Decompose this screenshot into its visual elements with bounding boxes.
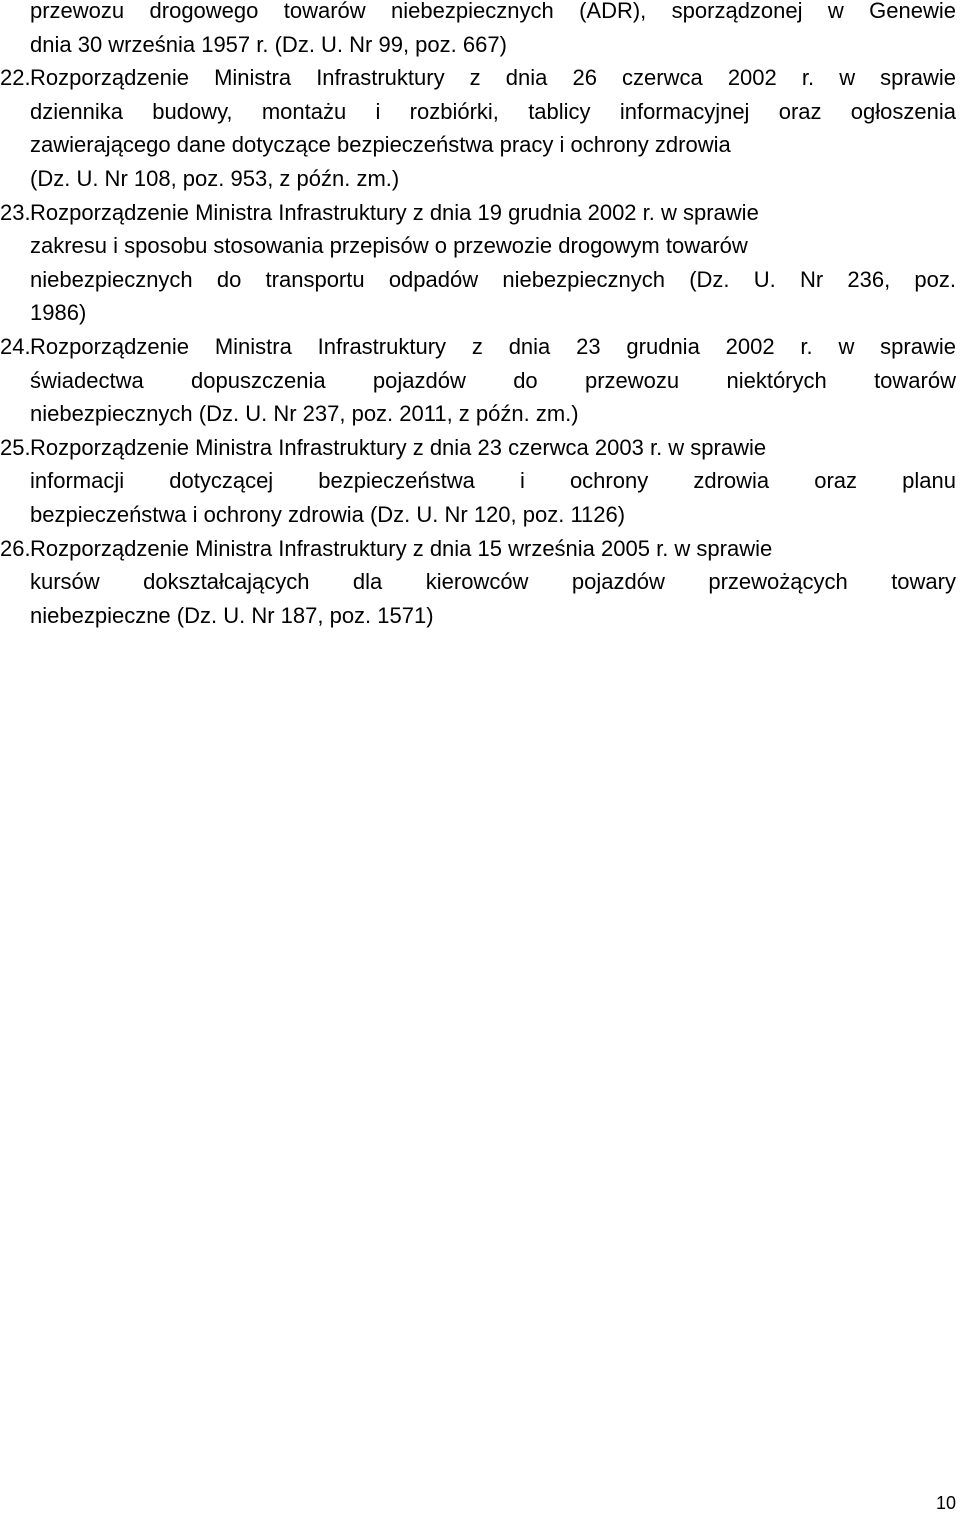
list-item-line: Rozporządzenie Ministra Infrastruktury z dnia 26 czerwca 2002 r. w sprawie: [30, 65, 956, 91]
list-item-line: Rozporządzenie Ministra Infrastruktury z dnia 15 września 2005 r. w sprawie: [30, 535, 773, 561]
list-item-number: 25.: [0, 434, 31, 460]
list-item-continuation: [30, 0, 956, 61]
list-item-line: kursów dokształcających dla kierowców pojazdów przewożących towary: [30, 569, 956, 595]
regulations-list: [0, 0, 956, 632]
list-item-25: [0, 431, 956, 532]
list-item-22: [0, 61, 956, 195]
list-item-line: bezpieczeństwa i ochrony zdrowia (Dz. U. Nr 120, poz. 1126): [30, 501, 626, 527]
list-item-number: 24.: [0, 333, 31, 359]
list-item-line: Rozporządzenie Ministra Infrastruktury z dnia 23 grudnia 2002 r. w sprawie: [30, 333, 956, 359]
list-item-number: 22.: [0, 65, 31, 91]
list-item-line: (Dz. U. Nr 108, poz. 953, z późn. zm.): [30, 165, 400, 191]
list-item-line: przewozu drogowego towarów niebezpiecznych (ADR), sporządzonej w Genewie: [30, 0, 956, 23]
list-item-line: świadectwa dopuszczenia pojazdów do przewozu niektórych towarów: [30, 367, 956, 393]
list-item-26: [0, 532, 956, 633]
list-item-line: dziennika budowy, montażu i rozbiórki, tablicy informacyjnej oraz ogłoszenia: [30, 98, 956, 124]
list-item-line: niebezpiecznych (Dz. U. Nr 237, poz. 2011, z późn. zm.): [30, 401, 579, 427]
list-item-line: dnia 30 września 1957 r. (Dz. U. Nr 99, poz. 667): [30, 31, 507, 57]
page-number: 10: [935, 1493, 956, 1513]
list-item-line: informacji dotyczącej bezpieczeństwa i ochrony zdrowia oraz planu: [30, 468, 956, 494]
list-item-23: [0, 196, 956, 330]
list-item-line: Rozporządzenie Ministra Infrastruktury z dnia 23 czerwca 2003 r. w sprawie: [30, 434, 767, 460]
list-item-line: niebezpiecznych do transportu odpadów niebezpiecznych (Dz. U. Nr 236, poz.: [30, 266, 956, 292]
list-item-line: niebezpieczne (Dz. U. Nr 187, poz. 1571): [30, 602, 434, 628]
list-item-line: 1986): [30, 300, 87, 326]
list-item-line: zawierającego dane dotyczące bezpieczeństwa pracy i ochrony zdrowia: [30, 132, 731, 158]
list-item-24: [0, 330, 956, 431]
list-item-number: 26.: [0, 535, 31, 561]
list-item-line: Rozporządzenie Ministra Infrastruktury z dnia 19 grudnia 2002 r. w sprawie: [30, 199, 759, 225]
list-item-number: 23.: [0, 199, 31, 225]
list-item-line: zakresu i sposobu stosowania przepisów o przewozie drogowym towarów: [30, 233, 748, 259]
